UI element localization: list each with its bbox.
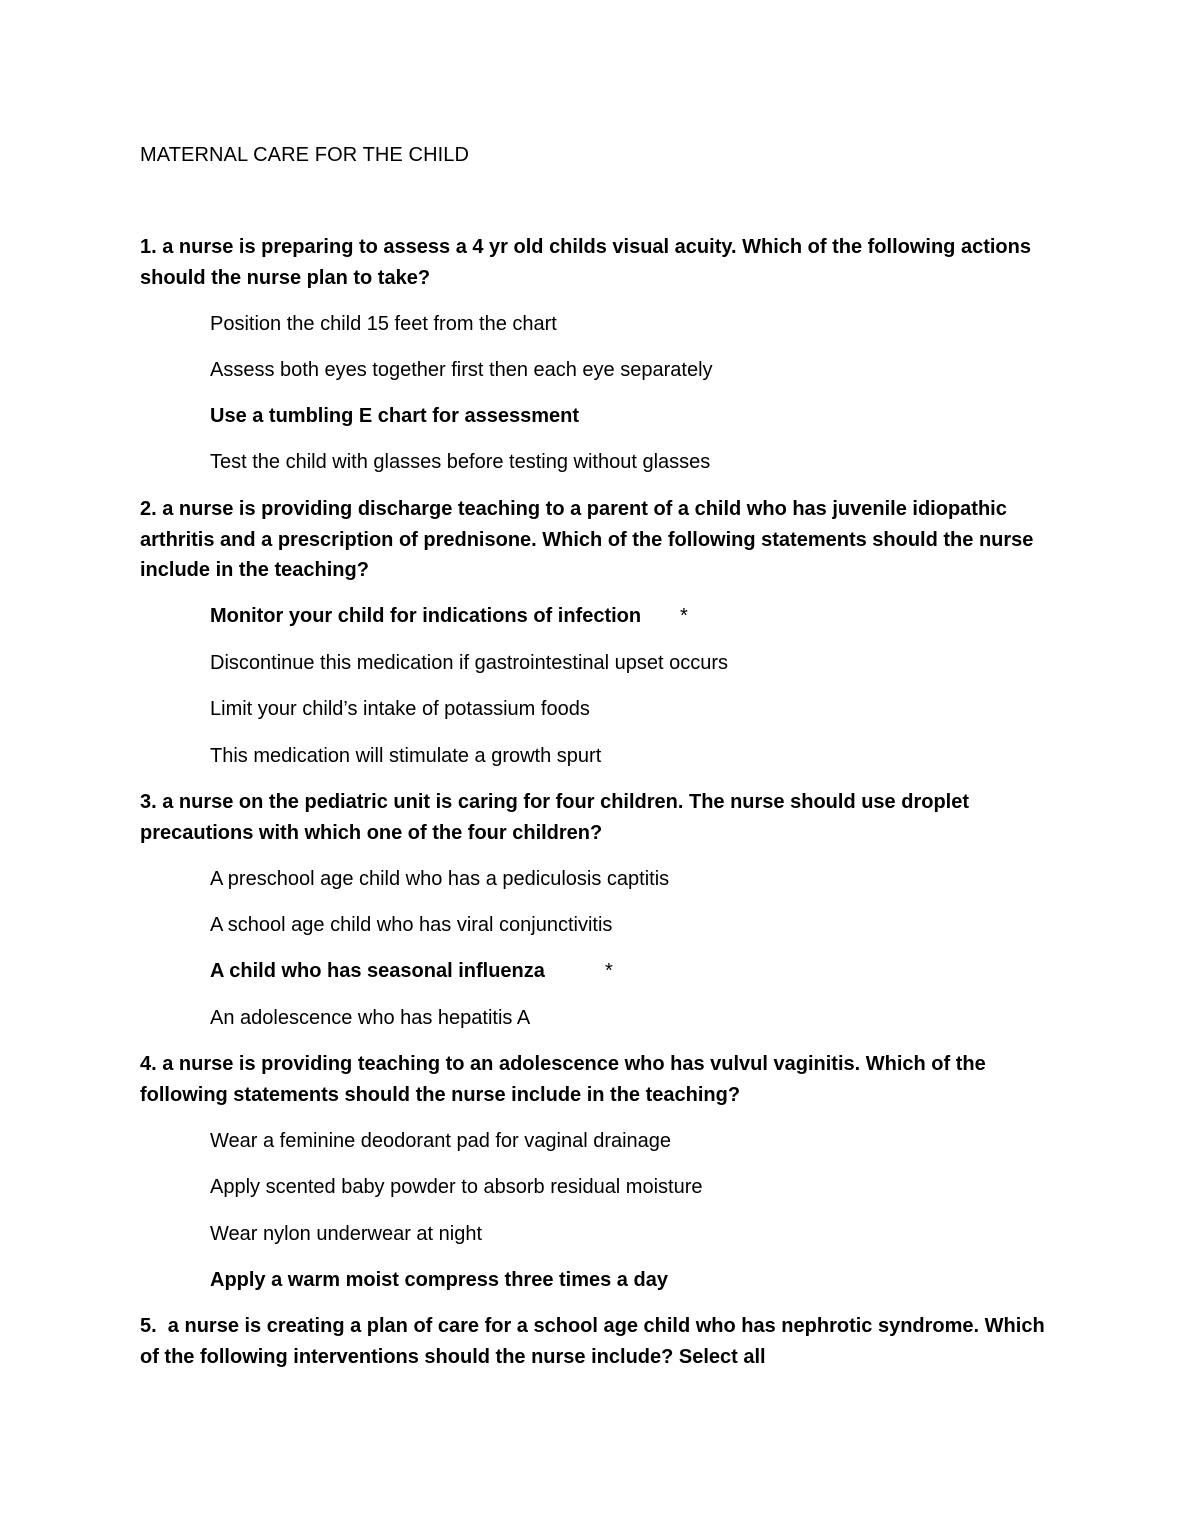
- question-4: 4. a nurse is providing teaching to an adolescence who has vulvul vaginitis. Which of the following statements should the nurse include in the teaching?: [140, 1053, 986, 1106]
- question-5: 5. a nurse is creating a plan of care for a school age child who has nephrotic syndrome. Which of the following interventions should the nurse include? Select all: [140, 1315, 1051, 1368]
- q2-option-b: Discontinue this medication if gastrointestinal upset occurs: [210, 652, 729, 674]
- q1-option-d: Test the child with glasses before testing without glasses: [210, 451, 711, 473]
- document-title: MATERNAL CARE FOR THE CHILD: [140, 144, 470, 166]
- q3-answer-mark: *: [605, 960, 613, 982]
- q2-option-d: This medication will stimulate a growth spurt: [210, 745, 602, 767]
- q3-option-b: A school age child who has viral conjunctivitis: [210, 914, 613, 936]
- q4-option-b: Apply scented baby powder to absorb residual moisture: [210, 1176, 703, 1198]
- q4-option-d-correct: Apply a warm moist compress three times a day: [210, 1269, 668, 1291]
- q3-option-a: A preschool age child who has a pediculosis captitis: [210, 868, 670, 890]
- q2-option-a-correct: Monitor your child for indications of infection: [210, 605, 642, 627]
- q2-answer-mark: *: [680, 605, 688, 627]
- question-1: 1. a nurse is preparing to assess a 4 yr old childs visual acuity. Which of the following actions should the nurse plan to take?: [140, 236, 1031, 289]
- q3-option-c-correct: A child who has seasonal influenza: [210, 960, 545, 982]
- q2-option-c: Limit your child’s intake of potassium foods: [210, 698, 590, 720]
- q1-option-c-correct: Use a tumbling E chart for assessment: [210, 405, 580, 427]
- q4-option-c: Wear nylon underwear at night: [210, 1223, 483, 1245]
- q1-option-a: Position the child 15 feet from the chart: [210, 313, 557, 335]
- q3-option-d: An adolescence who has hepatitis A: [210, 1007, 531, 1029]
- q4-option-a: Wear a feminine deodorant pad for vaginal drainage: [210, 1130, 672, 1152]
- question-3: 3. a nurse on the pediatric unit is caring for four children. The nurse should use droplet precautions with which one of the four children?: [140, 791, 970, 844]
- question-2: 2. a nurse is providing discharge teaching to a parent of a child who has juvenile idiopathic arthritis and a prescription of prednisone. Which of the following statements should the nurse include in the teaching?: [140, 498, 1034, 581]
- q1-option-b: Assess both eyes together first then each eye separately: [210, 359, 713, 381]
